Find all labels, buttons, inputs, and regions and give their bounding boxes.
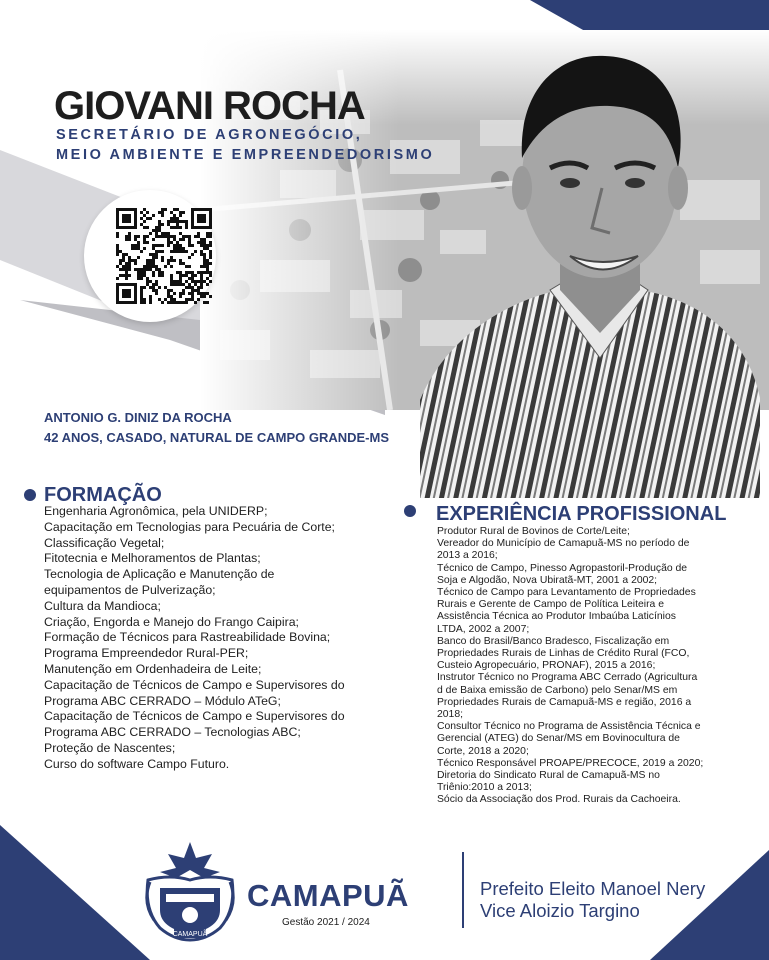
formacao-line: Classificação Vegetal; [44,535,165,550]
portrait-photo [410,28,769,498]
experiencia-line: 2013 a 2016; [437,550,498,562]
experiencia-line: d de Baixa emissão de Carbono) pelo Senar/MS em [437,684,678,696]
formacao-line: Cultura da Mandioca; [44,598,161,613]
role-line-1: SECRETÁRIO DE AGRONEGÓCIO, [56,127,363,143]
experiencia-line: Soja e Algodão, Nova Ubiratã-MT, 2001 a 2002; [437,574,658,586]
navy-bottom-left [0,825,150,960]
vice-line: Vice Aloizio Targino [480,900,640,921]
person-full-name: ANTONIO G. DINIZ DA ROCHA [44,410,232,425]
experiencia-title: EXPERIÊNCIA PROFISSIONAL [436,503,727,525]
formacao-line: equipamentos de Pulverização; [44,582,216,597]
formacao-line: Curso do software Campo Futuro. [44,756,230,771]
formacao-line: Proteção de Nascentes; [44,740,176,755]
formacao-list [44,504,404,773]
formacao-line: Tecnologia de Aplicação e Manutenção de [44,567,275,582]
person-details: 42 ANOS, CASADO, NATURAL DE CAMPO GRANDE-MS [44,430,390,445]
experiencia-line: Corte, 2018 a 2020; [437,745,529,757]
formacao-line: Programa ABC CERRADO – Módulo ATeG; [44,693,281,708]
experiencia-line: Assistência Técnica ao Produtor Imbaúba Laticínios [437,611,676,623]
experiencia-bullet-icon [404,505,416,517]
formacao-line: Programa ABC CERRADO – Tecnologias ABC; [44,725,301,740]
experiencia-line: LTDA, 2002 a 2007; [437,623,530,635]
experiencia-line: Vereador do Município de Camapuã-MS no período de [437,538,690,550]
navy-bottom-right [650,850,769,960]
experiencia-line: Propriedades Rurais de Linhas de Crédito Rural (FCO, [437,648,690,660]
experiencia-line: Técnico de Campo para Levantamento de Propriedades [437,587,696,599]
municipal-crest-icon [140,840,240,942]
experiencia-line: Rurais e Gerente de Campo de Política Leiteira e [437,599,664,611]
experiencia-line: Instrutor Técnico no Programa ABC Cerrado (Agricultura [437,672,698,684]
experiencia-line: Banco do Brasil/Banco Bradesco, Fiscalização em [437,635,670,647]
experiencia-line: Diretoria do Sindicato Rural de Camapuã-MS no [437,770,660,782]
mayor-line: Prefeito Eleito Manoel Nery [480,878,706,899]
formacao-line: Engenharia Agronômica, pela UNIDERP; [44,504,268,518]
experiencia-line: Técnico de Campo, Pinesso Agropastoril-Produção de [437,562,688,574]
crest-text: CAMAPUÃ [172,931,208,938]
formacao-line: Capacitação de Técnicos de Campo e Supervisores do [44,709,345,724]
formacao-bullet-icon [24,489,36,501]
experiencia-line: Técnico Responsável PROAPE/PRECOCE, 2019 a 2020; [437,757,704,769]
qr-code-icon [88,208,212,304]
experiencia-list [437,526,757,807]
formacao-line: Formação de Técnicos para Rastreabilidade Bovina; [44,630,331,645]
experiencia-line: Custeio Agropecuário, PRONAF), 2015 a 2016; [437,660,656,672]
experiencia-line: 2018; [437,709,464,721]
formacao-line: Capacitação de Técnicos de Campo e Supervisores do [44,677,345,692]
experiencia-line: Produtor Rural de Bovinos de Corte/Leite; [437,526,630,537]
experiencia-line: Gerencial (ATEG) do Senar/MS em Bovinocultura de [437,733,680,745]
formacao-line: Programa Empreendedor Rural-PER; [44,646,249,661]
qr-code-circle [84,190,216,322]
formacao-line: Criação, Engorda e Manejo do Frango Caipira; [44,614,299,629]
formacao-line: Manutenção em Ordenhadeira de Leite; [44,661,262,676]
experiencia-line: Sócio da Associação dos Prod. Rurais da Cachoeira. [437,794,681,806]
gestao-period: Gestão 2021 / 2024 [282,917,370,928]
role-line-2: MEIO AMBIENTE E EMPREENDEDORISMO [56,147,435,163]
formacao-title: FORMAÇÃO [44,484,162,506]
footer-divider [462,852,464,928]
experiencia-line: Propriedades Rurais de Camapuã-MS e região, 2016 a [437,696,692,708]
experiencia-line: Consultor Técnico no Programa de Assistência Técnica e [437,721,701,733]
formacao-line: Fitotecnia e Melhoramentos de Plantas; [44,551,261,566]
formacao-line: Capacitação em Tecnologias para Pecuária de Corte; [44,519,335,534]
experiencia-line: Triênio:2010 a 2013; [437,782,532,794]
brand-name: CAMAPUÃ [247,878,409,913]
candidate-name: GIOVANI ROCHA [54,84,365,128]
